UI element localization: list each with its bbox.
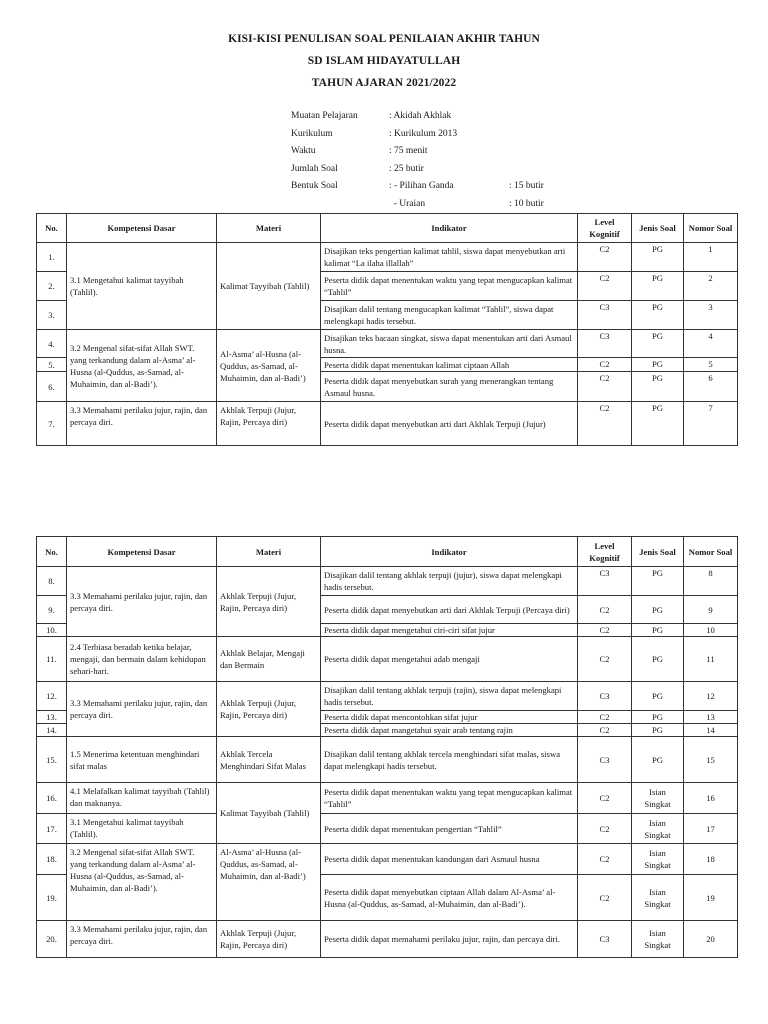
level-cell: C3 — [578, 567, 632, 596]
indikator-cell: Peserta didik dapat mangetahui syair arab tentang rajin — [321, 724, 578, 737]
kd-cell: 3.3 Memahami perilaku jujur, rajin, dan percaya diri. — [67, 682, 217, 737]
jenis-cell: PG — [632, 372, 684, 402]
row-no: 8. — [37, 567, 67, 596]
nomor-cell: 2 — [684, 272, 738, 301]
table-row — [37, 567, 738, 596]
level-cell: C2 — [578, 358, 632, 372]
row-no: 4. — [37, 330, 67, 358]
kisi-table-2 — [36, 536, 738, 958]
meta-row — [291, 178, 589, 196]
level-cell: C2 — [578, 243, 632, 272]
jenis-cell: PG — [632, 243, 684, 272]
meta-value: : Akidah Akhlak — [389, 111, 452, 121]
materi-cell: Akhlak Terpuji (Jujur, Rajin, Percaya diri) — [217, 921, 321, 958]
col-header-nomor: Nomor Soal — [684, 214, 738, 243]
row-no: 2. — [37, 272, 67, 301]
kd-cell: 4.1 Melafalkan kalimat tayyibah (Tahlil) dan maknanya. — [67, 783, 217, 814]
level-cell: C2 — [578, 402, 632, 446]
jenis-cell: PG — [632, 330, 684, 358]
meta-value: : 75 menit — [389, 146, 428, 156]
nomor-cell: 19 — [684, 875, 738, 921]
kd-cell: 3.3 Memahami perilaku jujur, rajin, dan percaya diri. — [67, 921, 217, 958]
table-header-row — [37, 214, 738, 243]
meta-value: : Kurikulum 2013 — [389, 128, 458, 139]
row-no: 5. — [37, 358, 67, 372]
indikator-cell: Peserta didik dapat menyebutkan surah yang menerangkan tentang Asmaul husna. — [321, 372, 578, 402]
indikator-cell: Peserta didik dapat memahami perilaku jujur, rajin, dan percaya diri. — [321, 921, 578, 958]
nomor-cell: 13 — [684, 711, 738, 724]
jenis-cell: PG — [632, 402, 684, 446]
meta-info — [291, 108, 589, 213]
level-cell: C2 — [578, 814, 632, 844]
meta-row — [291, 161, 589, 179]
row-no: 1. — [37, 243, 67, 272]
row-no: 10. — [37, 624, 67, 637]
meta-row — [291, 108, 589, 126]
meta-value: : 25 butir — [389, 163, 424, 174]
indikator-cell: Disajikan dalil tentang mengucapkan kalimat “Tahlil”, siswa dapat melengkapi hadis tersebut. — [321, 301, 578, 330]
table-row — [37, 243, 738, 272]
row-no: 7. — [37, 402, 67, 446]
materi-cell: Akhlak Tercela Menghindari Sifat Malas — [217, 737, 321, 783]
indikator-cell: Peserta didik dapat menentukan kandungan dari Asmaul husna — [321, 844, 578, 875]
materi-cell: Akhlak Terpuji (Jujur, Rajin, Percaya diri) — [217, 567, 321, 637]
indikator-cell: Peserta didik dapat menentukan waktu yang tepat mengucapkan kalimat “Tahlil” — [321, 783, 578, 814]
doc-title-line3: TAHUN AJARAN 2021/2022 — [311, 77, 457, 89]
meta-label: Waktu — [291, 146, 316, 156]
level-cell: C2 — [578, 724, 632, 737]
row-no: 13. — [37, 711, 67, 724]
row-no: 18. — [37, 844, 67, 875]
materi-cell: Akhlak Terpuji (Jujur, Rajin, Percaya diri) — [217, 402, 321, 446]
level-cell: C2 — [578, 596, 632, 624]
indikator-cell: Peserta didik dapat mengetahui adab mengaji — [321, 637, 578, 682]
col-header-indikator: Indikator — [321, 537, 578, 567]
indikator-cell: Peserta didik dapat mengetahui ciri-ciri sifat jujur — [321, 624, 578, 637]
jenis-cell: PG — [632, 637, 684, 682]
level-cell: C3 — [578, 330, 632, 358]
table-row — [37, 783, 738, 814]
nomor-cell: 5 — [684, 358, 738, 372]
col-header-kd: Kompetensi Dasar — [67, 214, 217, 243]
indikator-cell: Peserta didik dapat menentukan waktu yang tepat mengucapkan kalimat “Tahlil” — [321, 272, 578, 301]
col-header-kd: Kompetensi Dasar — [67, 537, 217, 567]
materi-cell: Al-Asma’ al-Husna (al-Quddus, as-Samad, al-Muhaimin, dan al-Badi’) — [217, 844, 321, 921]
row-no: 19. — [37, 875, 67, 921]
jenis-cell: PG — [632, 272, 684, 301]
jenis-cell: PG — [632, 596, 684, 624]
meta-row — [291, 196, 589, 214]
level-cell: C2 — [578, 844, 632, 875]
col-header-no: No. — [37, 214, 67, 243]
col-header-level: Level Kognitif — [578, 537, 632, 567]
kd-cell: 2.4 Terbiasa beradab ketika belajar, mengaji, dan bermain dalam kehidupan sehari-hari. — [67, 637, 217, 682]
row-no: 20. — [37, 921, 67, 958]
nomor-cell: 14 — [684, 724, 738, 737]
col-header-level: Level Kognitif — [578, 214, 632, 243]
row-no: 16. — [37, 783, 67, 814]
meta-label: Bentuk Soal — [291, 181, 338, 191]
table-row — [37, 921, 738, 958]
materi-cell: Kalimat Tayyibah (Tahlil) — [217, 243, 321, 330]
table-row — [37, 682, 738, 711]
level-cell: C2 — [578, 783, 632, 814]
meta-value: - Uraian — [389, 198, 426, 209]
jenis-cell: PG — [632, 711, 684, 724]
nomor-cell: 9 — [684, 596, 738, 624]
col-header-indikator: Indikator — [321, 214, 578, 243]
indikator-cell: Peserta didik dapat menentukan kalimat ciptaan Allah — [321, 358, 578, 372]
table-row — [37, 402, 738, 446]
meta-row — [291, 143, 589, 161]
nomor-cell: 8 — [684, 567, 738, 596]
kd-cell: 3.3 Memahami perilaku jujur, rajin, dan percaya diri. — [67, 567, 217, 637]
nomor-cell: 15 — [684, 737, 738, 783]
jenis-cell: Isian Singkat — [632, 783, 684, 814]
level-cell: C2 — [578, 711, 632, 724]
level-cell: C3 — [578, 737, 632, 783]
col-header-no: No. — [37, 537, 67, 567]
nomor-cell: 17 — [684, 814, 738, 844]
table-row — [37, 844, 738, 875]
level-cell: C2 — [578, 624, 632, 637]
jenis-cell: PG — [632, 724, 684, 737]
level-cell: C2 — [578, 272, 632, 301]
jenis-cell: PG — [632, 624, 684, 637]
jenis-cell: Isian Singkat — [632, 844, 684, 875]
nomor-cell: 7 — [684, 402, 738, 446]
table-row — [37, 637, 738, 682]
kd-cell: 1.5 Menerima ketentuan menghindari sifat malas — [67, 737, 217, 783]
doc-title-line1: KISI-KISI PENULISAN SOAL PENILAIAN AKHIR TAHUN — [228, 33, 540, 45]
level-cell: C3 — [578, 921, 632, 958]
indikator-cell: Peserta didik dapat menyebutkan arti dari Akhlak Terpuji (Percaya diri) — [321, 596, 578, 624]
col-header-materi: Materi — [217, 214, 321, 243]
row-no: 3. — [37, 301, 67, 330]
jenis-cell: PG — [632, 567, 684, 596]
nomor-cell: 16 — [684, 783, 738, 814]
nomor-cell: 1 — [684, 243, 738, 272]
jenis-cell: PG — [632, 682, 684, 711]
row-no: 9. — [37, 596, 67, 624]
level-cell: C2 — [578, 875, 632, 921]
meta-extra: : 10 butir — [509, 198, 544, 209]
nomor-cell: 10 — [684, 624, 738, 637]
row-no: 6. — [37, 372, 67, 402]
meta-label: Jumlah Soal — [291, 163, 338, 174]
indikator-cell: Disajikan dalil tentang akhlak terpuji (jujur), siswa dapat melengkapi hadis tersebut. — [321, 567, 578, 596]
kd-cell: 3.3 Memahami perilaku jujur, rajin, dan percaya diri. — [67, 402, 217, 446]
meta-label: Kurikulum — [291, 128, 333, 139]
meta-value: : - Pilihan Ganda — [389, 181, 454, 191]
level-cell: C2 — [578, 372, 632, 402]
nomor-cell: 20 — [684, 921, 738, 958]
kd-cell: 3.1 Mengetahui kalimat tayyibah (Tahlil). — [67, 814, 217, 844]
kisi-table-1 — [36, 213, 738, 446]
row-no: 14. — [37, 724, 67, 737]
materi-cell: Al-Asma’ al-Husna (al-Quddus, as-Samad, al-Muhaimin, dan al-Badi’) — [217, 330, 321, 402]
nomor-cell: 4 — [684, 330, 738, 358]
jenis-cell: Isian Singkat — [632, 875, 684, 921]
level-cell: C3 — [578, 682, 632, 711]
row-no: 15. — [37, 737, 67, 783]
jenis-cell: PG — [632, 737, 684, 783]
nomor-cell: 3 — [684, 301, 738, 330]
materi-cell: Akhlak Terpuji (Jujur, Rajin, Percaya diri) — [217, 682, 321, 737]
col-header-materi: Materi — [217, 537, 321, 567]
row-no: 12. — [37, 682, 67, 711]
jenis-cell: Isian Singkat — [632, 921, 684, 958]
col-header-jenis: Jenis Soal — [632, 214, 684, 243]
meta-row — [291, 126, 589, 144]
indikator-cell: Disajikan teks bacaan singkat, siswa dapat menentukan arti dari Asmaul husna. — [321, 330, 578, 358]
nomor-cell: 12 — [684, 682, 738, 711]
jenis-cell: PG — [632, 358, 684, 372]
indikator-cell: Peserta didik dapat menyebutkan ciptaan Allah dalam Al-Asma’ al-Husna (al-Quddus, as-Samad, al-Muhaimin, dan al-Badi’). — [321, 875, 578, 921]
indikator-cell: Disajikan dalil tentang akhlak tercela menghindari sifat malas, siswa dapat melengkapi hadis tersebut. — [321, 737, 578, 783]
level-cell: C3 — [578, 301, 632, 330]
level-cell: C2 — [578, 637, 632, 682]
table-header-row — [37, 537, 738, 567]
kd-cell: 3.1 Mengetahui kalimat tayyibah (Tahlil). — [67, 243, 217, 330]
indikator-cell: Disajikan dalil tentang akhlak terpuji (rajin), siswa dapat melengkapi hadis tersebut. — [321, 682, 578, 711]
jenis-cell: PG — [632, 301, 684, 330]
kd-cell: 3.2 Mengenal sifat-sifat Allah SWT. yang terkandung dalam al-Asma’ al-Husna (al-Quddus, as-Samad, al-Muhaimin, dan al-Badi’). — [67, 330, 217, 402]
nomor-cell: 18 — [684, 844, 738, 875]
meta-label — [291, 196, 389, 214]
indikator-cell: Peserta didik dapat menentukan pengertian “Tahlil” — [321, 814, 578, 844]
doc-title-line2: SD ISLAM HIDAYATULLAH — [307, 55, 461, 67]
table-row — [37, 330, 738, 358]
nomor-cell: 11 — [684, 637, 738, 682]
indikator-cell: Peserta didik dapat mencontohkan sifat jujur — [321, 711, 578, 724]
meta-extra: : 15 butir — [509, 181, 544, 191]
materi-cell: Akhlak Belajar, Mengaji dan Bermain — [217, 637, 321, 682]
jenis-cell: Isian Singkat — [632, 814, 684, 844]
table-row — [37, 814, 738, 844]
row-no: 11. — [37, 637, 67, 682]
kd-cell: 3.2 Mengenal sifat-sifat Allah SWT. yang terkandung dalam al-Asma’ al-Husna (al-Quddus, as-Samad, al-Muhaimin, dan al-Badi’). — [67, 844, 217, 921]
table-row — [37, 737, 738, 783]
meta-label: Muatan Pelajaran — [291, 111, 358, 121]
col-header-jenis: Jenis Soal — [632, 537, 684, 567]
nomor-cell: 6 — [684, 372, 738, 402]
row-no: 17. — [37, 814, 67, 844]
materi-cell: Kalimat Tayyibah (Tahlil) — [217, 783, 321, 844]
indikator-cell: Peserta didik dapat menyebutkan arti dari Akhlak Terpuji (Jujur) — [321, 402, 578, 446]
col-header-nomor: Nomor Soal — [684, 537, 738, 567]
indikator-cell: Disajikan teks pengertian kalimat tahlil, siswa dapat menyebutkan arti kalimat “La ilaha illallah” — [321, 243, 578, 272]
